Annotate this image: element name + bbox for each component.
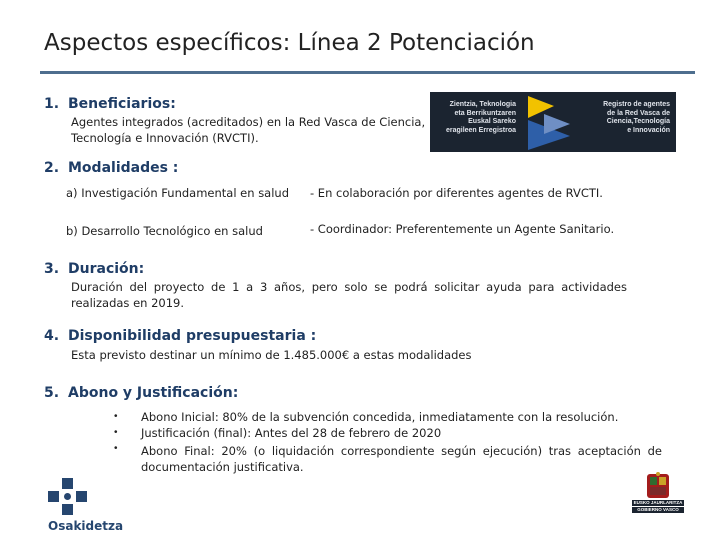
bullet-text-1: Abono Inicial: 80% de la subvención concedida, inmediatamente con la resolución. bbox=[141, 410, 619, 424]
section-4-title: Disponibilidad presupuestaria : bbox=[68, 328, 317, 344]
section-4-number: 4. bbox=[44, 328, 60, 344]
section-3-number: 3. bbox=[44, 261, 60, 277]
bullet-dot: • bbox=[114, 427, 118, 438]
section-5-title: Abono y Justificación: bbox=[68, 385, 239, 401]
rvcti-logo-basque-text: Zientzia, Teknologia eta Berrikuntzaren Euskal Sareko eragileen Erregistroa bbox=[445, 101, 516, 134]
section-3-line-2: realizadas en 2019. bbox=[71, 296, 185, 310]
section-3-heading bbox=[44, 261, 144, 277]
modality-a: a) Investigación Fundamental en salud bbox=[66, 186, 290, 200]
section-5-heading bbox=[44, 385, 238, 401]
osakidetza-logo-icon bbox=[48, 478, 88, 516]
section-1-title: Beneficiarios: bbox=[68, 96, 176, 112]
bullet-text-2: Justificación (final): Antes del 28 de febrero de 2020 bbox=[141, 426, 442, 440]
gov-label-2: GOBIERNO VASCO bbox=[632, 507, 684, 513]
gov-label-1: EUSKO JAURLARITZA bbox=[633, 500, 683, 505]
section-2-heading bbox=[44, 160, 178, 176]
section-2-number: 2. bbox=[44, 160, 60, 176]
title-divider bbox=[40, 71, 695, 74]
section-1-line-1: Agentes integrados (acreditados) en la Red Vasca de Ciencia, bbox=[71, 115, 426, 129]
section-3-title: Duración: bbox=[68, 261, 145, 277]
bullet-dot: • bbox=[114, 443, 118, 454]
osakidetza-wordmark: Osakidetza bbox=[48, 519, 124, 533]
modality-b-note: - Coordinador: Preferentemente un Agente Sanitario. bbox=[310, 222, 615, 236]
section-4-line-1: Esta previsto destinar un mínimo de 1.485.000€ a estas modalidades bbox=[71, 348, 472, 362]
rvcti-logo bbox=[430, 92, 676, 152]
section-4-heading bbox=[44, 328, 316, 344]
section-1-line-2: Tecnología e Innovación (RVCTI). bbox=[71, 131, 259, 145]
bullet-text-3-continued: documentación justificativa. bbox=[141, 460, 304, 474]
section-3-line-1: Duración del proyecto de 1 a 3 años, pero solo se podrá solicitar ayuda para actividades bbox=[71, 280, 627, 294]
bullet-dot: • bbox=[114, 411, 118, 422]
gobierno-vasco-logo bbox=[632, 472, 684, 524]
rvcti-logo-mark-icon bbox=[522, 92, 578, 152]
rvcti-logo-spanish-text: Registro de agentes de la Red Vasca de Ciencia,Tecnología e Innovación bbox=[603, 101, 670, 134]
modality-a-note: - En colaboración por diferentes agentes de RVCTI. bbox=[310, 186, 603, 200]
section-1-heading bbox=[44, 96, 176, 112]
bullet-text-3: Abono Final: 20% (o liquidación correspondiente según ejecución) tras aceptación de bbox=[141, 444, 662, 458]
section-2-title: Modalidades : bbox=[68, 160, 179, 176]
section-1-number: 1. bbox=[44, 96, 60, 112]
modality-b: b) Desarrollo Tecnológico en salud bbox=[66, 224, 263, 238]
slide-title: Aspectos específicos: Línea 2 Potenciación bbox=[44, 30, 535, 56]
section-5-number: 5. bbox=[44, 385, 60, 401]
coat-of-arms-icon bbox=[632, 472, 684, 500]
